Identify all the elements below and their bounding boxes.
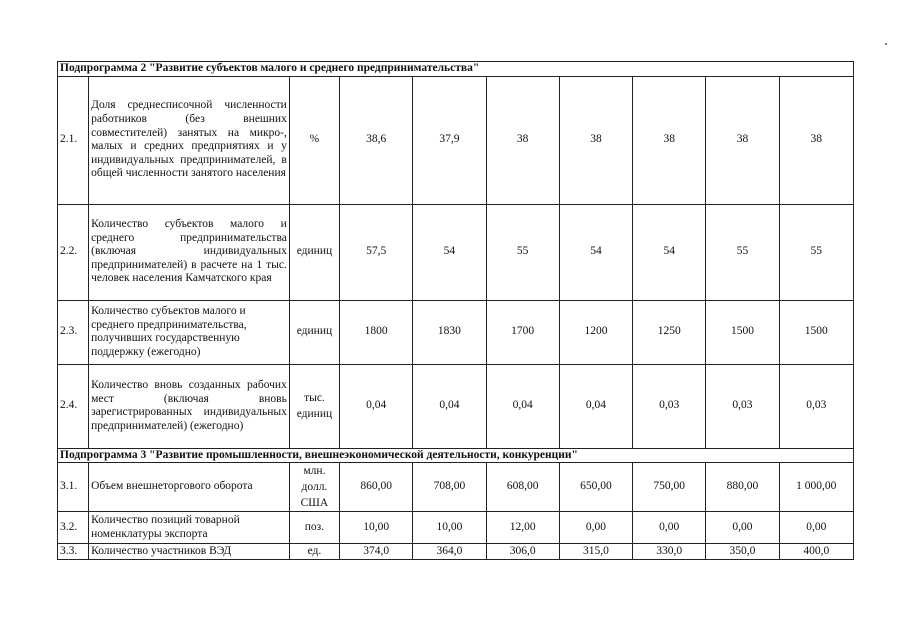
row-value: 1500 xyxy=(706,300,779,364)
row-value: 54 xyxy=(559,204,632,300)
row-value: 860,00 xyxy=(340,463,413,512)
row-unit: тыс. единиц xyxy=(289,364,339,448)
row-value: 400,0 xyxy=(779,544,853,560)
row-value: 1800 xyxy=(340,300,413,364)
row-value: 38 xyxy=(706,76,779,204)
row-value: 0,00 xyxy=(559,512,632,544)
row-value: 55 xyxy=(779,204,853,300)
section-title: Подпрограмма 3 "Развитие промышленности, внешнеэкономической деятельности, конкуренции" xyxy=(58,448,854,463)
row-number: 2.3. xyxy=(58,300,89,364)
table-row xyxy=(58,204,854,300)
row-value: 0,04 xyxy=(340,364,413,448)
document-sheet xyxy=(57,61,854,560)
row-value: 750,00 xyxy=(633,463,706,512)
row-number: 3.3. xyxy=(58,544,89,560)
row-value: 364,0 xyxy=(413,544,486,560)
row-value: 0,03 xyxy=(633,364,706,448)
row-unit: поз. xyxy=(289,512,339,544)
row-value: 350,0 xyxy=(706,544,779,560)
row-description: Количество вновь созданных рабочих мест (включая вновь зарегистрированных индивидуальных предпринимателей) (ежегодно) xyxy=(89,364,290,448)
row-value: 57,5 xyxy=(340,204,413,300)
row-value: 0,00 xyxy=(706,512,779,544)
row-number: 2.2. xyxy=(58,204,89,300)
row-value: 1830 xyxy=(413,300,486,364)
table-row xyxy=(58,463,854,512)
table-row xyxy=(58,364,854,448)
row-description: Объем внешнеторгового оборота xyxy=(89,463,290,512)
scan-speck xyxy=(885,43,887,45)
row-value: 708,00 xyxy=(413,463,486,512)
row-value: 54 xyxy=(633,204,706,300)
row-number: 2.4. xyxy=(58,364,89,448)
row-value: 38 xyxy=(633,76,706,204)
row-value: 306,0 xyxy=(486,544,559,560)
row-value: 1200 xyxy=(559,300,632,364)
row-value: 37,9 xyxy=(413,76,486,204)
row-unit: единиц xyxy=(289,300,339,364)
row-unit: % xyxy=(289,76,339,204)
row-value: 0,00 xyxy=(779,512,853,544)
row-value: 608,00 xyxy=(486,463,559,512)
row-number: 2.1. xyxy=(58,76,89,204)
row-number: 3.1. xyxy=(58,463,89,512)
indicators-table xyxy=(57,61,854,560)
row-description: Доля среднесписочной численности работников (без внешних совместителей) занятых на микро-, малых и средних предприятиях и у индивидуальных предпринимателей, в общей численности занятого населения xyxy=(89,76,290,204)
row-value: 1 000,00 xyxy=(779,463,853,512)
row-value: 10,00 xyxy=(340,512,413,544)
row-unit: единиц xyxy=(289,204,339,300)
row-value: 330,0 xyxy=(633,544,706,560)
row-value: 0,03 xyxy=(706,364,779,448)
row-value: 38 xyxy=(779,76,853,204)
row-value: 55 xyxy=(486,204,559,300)
row-value: 54 xyxy=(413,204,486,300)
row-value: 880,00 xyxy=(706,463,779,512)
table-row xyxy=(58,76,854,204)
row-unit: ед. xyxy=(289,544,339,560)
row-value: 12,00 xyxy=(486,512,559,544)
row-value: 38 xyxy=(559,76,632,204)
table-row xyxy=(58,300,854,364)
row-value: 38,6 xyxy=(340,76,413,204)
row-value: 0,04 xyxy=(413,364,486,448)
row-value: 650,00 xyxy=(559,463,632,512)
row-description: Количество субъектов малого и среднего предпринимательства (включая индивидуальных предпринимателей) в расчете на 1 тыс. человек населения Камчатского края xyxy=(89,204,290,300)
row-value: 315,0 xyxy=(559,544,632,560)
row-value: 55 xyxy=(706,204,779,300)
row-value: 374,0 xyxy=(340,544,413,560)
row-value: 1700 xyxy=(486,300,559,364)
row-description: Количество позиций товарной номенклатуры экспорта xyxy=(89,512,290,544)
row-value: 1250 xyxy=(633,300,706,364)
row-value: 0,00 xyxy=(633,512,706,544)
row-unit: млн. долл. США xyxy=(289,463,339,512)
table-row xyxy=(58,544,854,560)
row-description: Количество участников ВЭД xyxy=(89,544,290,560)
row-value: 0,04 xyxy=(559,364,632,448)
row-value: 0,03 xyxy=(779,364,853,448)
row-value: 38 xyxy=(486,76,559,204)
row-description: Количество субъектов малого и среднего предпринимательства, получивших государственную поддержку (ежегодно) xyxy=(89,300,290,364)
section-header-row xyxy=(58,62,854,77)
row-value: 0,04 xyxy=(486,364,559,448)
table-row xyxy=(58,512,854,544)
section-title: Подпрограмма 2 "Развитие субъектов малого и среднего предпринимательства" xyxy=(58,62,854,77)
row-value: 10,00 xyxy=(413,512,486,544)
row-value: 1500 xyxy=(779,300,853,364)
row-number: 3.2. xyxy=(58,512,89,544)
section-header-row xyxy=(58,448,854,463)
